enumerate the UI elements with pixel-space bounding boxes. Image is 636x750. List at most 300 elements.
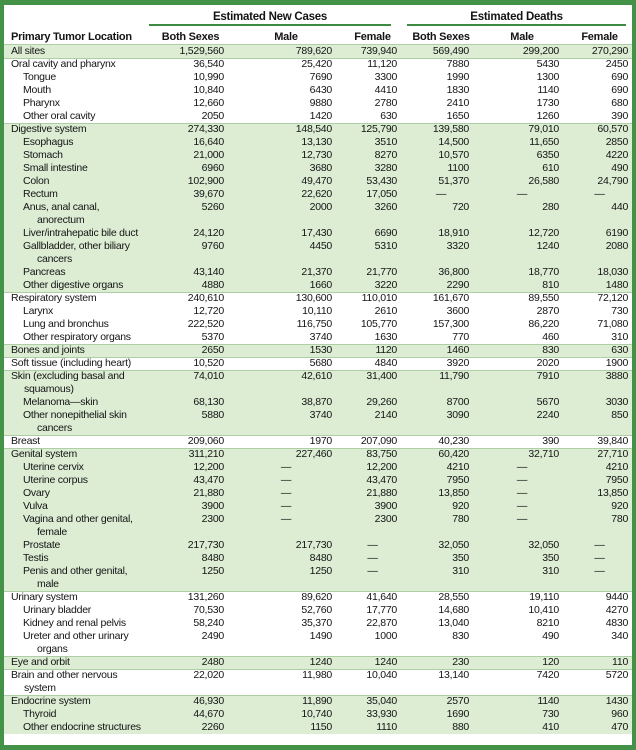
cell-value: 21,000 [149, 149, 232, 162]
table-row [4, 292, 632, 305]
row-label: Rectum [4, 188, 149, 201]
cell-value: 1690 [405, 708, 477, 721]
cell-value: 310 [405, 565, 477, 591]
row-label: Gallbladder, other biliary cancers [4, 240, 149, 266]
cell-value: 470 [567, 721, 632, 734]
cell-value: 4830 [605, 617, 629, 629]
table-row [4, 448, 632, 461]
cell-value: — [567, 188, 632, 201]
row-label: Uterine corpus [4, 474, 149, 487]
cell-value: 12,720 [477, 227, 567, 240]
cell-value: 11,120 [340, 58, 405, 71]
cell-value: 920 [405, 500, 477, 513]
cell-value: 8480 [232, 552, 340, 565]
group-header-new-cases [149, 5, 405, 26]
cell-value: 2080 [567, 240, 632, 266]
row-label-continuation: cancers [37, 422, 73, 434]
group-header-label: Estimated Deaths [470, 11, 563, 23]
cell-value: 3900 [340, 500, 405, 513]
group-header-row [4, 5, 632, 26]
cell-value: 7910 [477, 370, 567, 396]
cell-value: 1100 [405, 162, 477, 175]
cell-value: — [477, 461, 567, 474]
cell-value: 21,880 [340, 487, 405, 500]
cell-value: 2260 [149, 721, 232, 734]
row-label: Urinary bladder [23, 604, 92, 616]
cell-value: 1120 [340, 344, 405, 357]
cell-value: 960 [567, 708, 632, 721]
cell-value: 350 [477, 552, 567, 565]
cell-value: 5720 [567, 669, 632, 695]
cell-value: 830 [477, 344, 567, 357]
row-label: Oral cavity and pharynx [4, 58, 149, 71]
cell-value: 2780 [374, 97, 398, 109]
cell-value: 280 [477, 201, 567, 227]
cell-value: 16,640 [149, 136, 232, 149]
cell-value: 4210 [405, 461, 477, 474]
cell-value: 26,580 [477, 175, 567, 188]
cell-value: 17,430 [232, 227, 340, 240]
column-header-deaths-male: Male [477, 26, 567, 45]
cell-value: 3510 [340, 136, 405, 149]
row-label: Other digestive organs [4, 279, 149, 292]
cell-value: 13,140 [405, 669, 477, 695]
cell-value: 3740 [309, 331, 332, 343]
column-header-newcases-female: Female [340, 26, 405, 45]
table-row [4, 708, 632, 721]
cell-value: 10,840 [193, 84, 224, 96]
row-label: Urinary system [4, 591, 149, 604]
cell-value: 27,710 [567, 448, 632, 461]
table-row [4, 240, 632, 266]
row-label: Respiratory system [4, 292, 149, 305]
row-label: Kidney and renal pelvis [23, 617, 126, 629]
cell-value: 9440 [567, 591, 632, 604]
row-label: Pharynx [23, 97, 60, 109]
cell-value: 1140 [477, 695, 567, 708]
row-label: Vagina and other genital, female [4, 513, 149, 539]
cell-value: 274,330 [149, 123, 232, 136]
cell-value: 40,230 [405, 435, 477, 448]
cell-value: 71,080 [597, 318, 629, 330]
cell-value: 680 [611, 97, 629, 109]
cell-value: 730 [611, 305, 629, 317]
cell-value: 7420 [477, 669, 567, 695]
cell-value: 58,240 [193, 617, 224, 629]
table-row [4, 591, 632, 604]
cell-value: 51,370 [405, 175, 477, 188]
cell-value: 780 [567, 513, 632, 539]
table-row [4, 695, 632, 708]
cell-value: 880 [405, 721, 477, 734]
table-row [4, 474, 632, 487]
cell-value: 7950 [405, 474, 477, 487]
cell-value: — [405, 188, 477, 201]
cell-value: 3300 [374, 71, 398, 83]
cell-value: 5370 [201, 331, 224, 343]
cell-value: 83,750 [340, 448, 405, 461]
cell-value: 5880 [149, 409, 232, 435]
cell-value: 17,770 [366, 604, 398, 616]
cell-value: 21,770 [340, 266, 405, 279]
row-label: Penis and other genital, male [4, 565, 149, 591]
cell-value: 299,200 [477, 45, 567, 58]
cell-value: 12,200 [340, 461, 405, 474]
cell-value: 10,740 [232, 708, 340, 721]
cell-value: 1490 [309, 630, 332, 642]
cell-value: 3280 [340, 162, 405, 175]
cell-value: 11,790 [405, 370, 477, 396]
cell-value: — [477, 474, 567, 487]
cell-value: 460 [542, 331, 560, 343]
table-row [4, 136, 632, 149]
row-label: Endocrine system [4, 695, 149, 708]
cell-value: — [567, 552, 632, 565]
cell-value: 32,050 [405, 539, 477, 552]
cell-value: — [567, 565, 632, 591]
group-header-label: Estimated New Cases [212, 11, 328, 23]
cell-value: 1430 [567, 695, 632, 708]
cell-value: 43,140 [149, 266, 232, 279]
row-label: Pancreas [4, 266, 149, 279]
cell-value: 1530 [232, 344, 340, 357]
cell-value: 22,870 [366, 617, 398, 629]
table-row [4, 162, 632, 175]
cell-value: 610 [477, 162, 567, 175]
cell-value: 311,210 [149, 448, 232, 461]
cell-value: 310 [477, 565, 567, 591]
cell-value: 17,050 [340, 188, 405, 201]
cell-value: 770 [452, 331, 470, 343]
cell-value: 3220 [340, 279, 405, 292]
cell-value: 4880 [149, 279, 232, 292]
table-row [4, 500, 632, 513]
cell-value: 7950 [567, 474, 632, 487]
cell-value: 390 [477, 435, 567, 448]
table-row [4, 305, 632, 318]
cell-value: 1240 [232, 656, 340, 669]
cell-value: 2650 [149, 344, 232, 357]
table-row [4, 123, 632, 136]
cell-value: 8480 [149, 552, 232, 565]
column-header-newcases-bothsexes: Both Sexes [149, 26, 232, 45]
cell-value: 14,680 [438, 604, 470, 616]
row-label: Ovary [4, 487, 149, 500]
cell-value: 32,710 [477, 448, 567, 461]
cell-value: 8700 [405, 396, 477, 409]
cell-value: — [477, 513, 567, 539]
cell-value: 390 [611, 110, 629, 122]
row-label: Larynx [23, 305, 54, 317]
cell-value: 4210 [567, 461, 632, 474]
cell-value: 4220 [567, 149, 632, 162]
cell-value: 24,790 [567, 175, 632, 188]
cell-value: 68,130 [149, 396, 232, 409]
cell-value: 350 [405, 552, 477, 565]
cell-value: 25,420 [232, 58, 340, 71]
cell-value: 1300 [536, 71, 560, 83]
cell-value: 1480 [567, 279, 632, 292]
cell-value: — [340, 552, 405, 565]
table-row [4, 721, 632, 734]
cell-value: 1140 [537, 84, 560, 96]
row-label-continuation: squamous) [24, 383, 74, 395]
cell-value: 12,720 [193, 305, 224, 317]
cell-value: 131,260 [149, 591, 232, 604]
corner-spacer [4, 5, 149, 26]
row-label: Skin (excluding basal and squamous) [4, 370, 149, 396]
row-label-continuation: male [37, 578, 59, 590]
cell-value: 10,990 [193, 71, 224, 83]
table-row [4, 513, 632, 539]
cell-value: 2050 [201, 110, 224, 122]
cell-value: 116,750 [296, 318, 332, 330]
cell-value: 11,890 [232, 695, 340, 708]
cell-value: 4840 [340, 357, 405, 370]
cell-value: — [340, 565, 405, 591]
row-label: Other endocrine structures [4, 721, 149, 734]
cell-value: — [232, 513, 340, 539]
cell-value: 2140 [340, 409, 405, 435]
cell-value: 1420 [309, 110, 332, 122]
cell-value: 12,660 [193, 97, 224, 109]
cell-value: 21,880 [149, 487, 232, 500]
group-header-deaths [405, 5, 632, 26]
cell-value: 29,260 [340, 396, 405, 409]
table-row [4, 71, 632, 84]
cell-value: 10,570 [405, 149, 477, 162]
row-label: Thyroid [4, 708, 149, 721]
cell-value: 2850 [567, 136, 632, 149]
cell-value: 52,760 [301, 604, 332, 616]
cell-value: 1150 [232, 721, 340, 734]
cell-value: 148,540 [232, 123, 340, 136]
cell-value: 120 [477, 656, 567, 669]
cell-value: 110,010 [340, 292, 405, 305]
cell-value: 22,020 [149, 669, 232, 695]
cell-value: 79,010 [477, 123, 567, 136]
cell-value: 5260 [149, 201, 232, 227]
row-label: Small intestine [4, 162, 149, 175]
cell-value: — [477, 188, 567, 201]
cell-value: 569,490 [405, 45, 477, 58]
row-label: Liver/intrahepatic bile duct [4, 227, 149, 240]
cell-value: 6350 [477, 149, 567, 162]
cell-value: 13,850 [405, 487, 477, 500]
cell-value: 227,460 [232, 448, 340, 461]
cell-value: 9880 [309, 97, 332, 109]
cell-value: 5310 [340, 240, 405, 266]
cell-value: 13,130 [232, 136, 340, 149]
cell-value: 41,640 [340, 591, 405, 604]
cell-value: 35,040 [340, 695, 405, 708]
cell-value: 2300 [149, 513, 232, 539]
table-row [4, 110, 632, 123]
cell-value: 1970 [232, 435, 340, 448]
row-label: Other respiratory organs [23, 331, 131, 343]
cell-value: 209,060 [149, 435, 232, 448]
column-header-row [4, 26, 632, 45]
cell-value: 43,470 [149, 474, 232, 487]
cell-value: 630 [380, 110, 398, 122]
table-row [4, 227, 632, 240]
cell-value: 36,800 [405, 266, 477, 279]
table-row [4, 97, 632, 110]
cell-value: 810 [477, 279, 567, 292]
cell-value: 490 [567, 162, 632, 175]
table-row [4, 370, 632, 396]
cell-value: 6430 [309, 84, 332, 96]
cell-value: — [232, 500, 340, 513]
cell-value: 18,910 [405, 227, 477, 240]
cell-value: 1990 [446, 71, 470, 83]
cell-value: 6190 [567, 227, 632, 240]
cell-value: 3920 [405, 357, 477, 370]
row-label: Breast [4, 435, 149, 448]
cell-value: 1630 [374, 331, 398, 343]
cell-value: 39,840 [567, 435, 632, 448]
cell-value: 1,529,560 [149, 45, 232, 58]
cell-value: 780 [405, 513, 477, 539]
cell-value: 3030 [567, 396, 632, 409]
cell-value: 3880 [567, 370, 632, 396]
row-label: Prostate [4, 539, 149, 552]
cell-value: 1250 [232, 565, 340, 591]
cell-value: 5680 [232, 357, 340, 370]
cell-value: 2490 [201, 630, 224, 642]
table-row [4, 565, 632, 591]
row-label: Digestive system [4, 123, 149, 136]
row-label: All sites [4, 45, 149, 58]
row-label: Lung and bronchus [23, 318, 109, 330]
column-header-deaths-female: Female [567, 26, 632, 45]
row-label: Eye and orbit [4, 656, 149, 669]
cell-value: 2240 [477, 409, 567, 435]
cell-value: 630 [567, 344, 632, 357]
cell-value: 11,650 [477, 136, 567, 149]
cell-value: 8270 [340, 149, 405, 162]
cell-value: 230 [405, 656, 477, 669]
cell-value: 4450 [232, 240, 340, 266]
cell-value: 6690 [340, 227, 405, 240]
cell-value: 38,870 [232, 396, 340, 409]
table-row [4, 552, 632, 565]
row-label: Melanoma—skin [4, 396, 149, 409]
row-label: Esophagus [4, 136, 149, 149]
cell-value: 1900 [567, 357, 632, 370]
table-row [4, 175, 632, 188]
cell-value: — [232, 474, 340, 487]
cell-value: 720 [405, 201, 477, 227]
cell-value: 49,470 [232, 175, 340, 188]
table-row [4, 45, 632, 58]
cell-value: 4270 [605, 604, 629, 616]
cell-value: 18,770 [477, 266, 567, 279]
cell-value: 850 [567, 409, 632, 435]
cell-value: 86,220 [528, 318, 560, 330]
cell-value: 2480 [149, 656, 232, 669]
table-row [4, 279, 632, 292]
table-row [4, 396, 632, 409]
column-header-newcases-male: Male [232, 26, 340, 45]
row-label: Genital system [4, 448, 149, 461]
cell-value: 340 [611, 630, 629, 642]
cell-value: 2300 [340, 513, 405, 539]
cell-value: 157,300 [432, 318, 470, 330]
cell-value: 7690 [309, 71, 332, 83]
cell-value: 9760 [149, 240, 232, 266]
cell-value: 1260 [536, 110, 560, 122]
cell-value: 920 [567, 500, 632, 513]
row-label: Tongue [23, 71, 56, 83]
column-header-deaths-bothsexes: Both Sexes [405, 26, 477, 45]
cell-value: 10,520 [149, 357, 232, 370]
row-label: Ureter and other urinary organs [4, 630, 149, 656]
row-label: Uterine cervix [4, 461, 149, 474]
cell-value: 12,730 [232, 149, 340, 162]
table-row [4, 318, 632, 331]
cell-value: 3320 [405, 240, 477, 266]
cell-value: 207,090 [340, 435, 405, 448]
cell-value: 490 [542, 630, 560, 642]
cell-value: 2290 [405, 279, 477, 292]
cell-value: 830 [452, 630, 470, 642]
cell-value: 1660 [232, 279, 340, 292]
row-label-continuation: anorectum [37, 214, 85, 226]
cell-value: 222,520 [187, 318, 224, 330]
table-row [4, 617, 632, 630]
cell-value: 110 [567, 656, 632, 669]
cell-value: 5430 [477, 58, 567, 71]
cell-value: 3740 [232, 409, 340, 435]
cell-value: 310 [611, 331, 629, 343]
cancer-statistics-table [4, 5, 632, 734]
cell-value: 3600 [446, 305, 470, 317]
cell-value: 789,620 [232, 45, 340, 58]
cell-value: 2610 [374, 305, 398, 317]
cell-value: — [477, 487, 567, 500]
cell-value: 13,040 [438, 617, 470, 629]
cell-value: 70,530 [193, 604, 224, 616]
cell-value: 440 [567, 201, 632, 227]
table-row [4, 487, 632, 500]
table-row [4, 149, 632, 162]
cell-value: 161,670 [405, 292, 477, 305]
row-label: Other nonepithelial skin cancers [4, 409, 149, 435]
cell-value: 10,110 [302, 305, 332, 317]
cell-value: — [232, 461, 340, 474]
cell-value: 10,040 [340, 669, 405, 695]
cell-value: 28,550 [405, 591, 477, 604]
cell-value: 102,900 [149, 175, 232, 188]
row-label: Soft tissue (including heart) [4, 357, 149, 370]
row-label: Anus, anal canal, anorectum [4, 201, 149, 227]
table-row [4, 266, 632, 279]
cell-value: 1240 [340, 656, 405, 669]
cell-value: — [567, 539, 632, 552]
cell-value: 33,930 [340, 708, 405, 721]
cell-value: 11,980 [232, 669, 340, 695]
cell-value: 217,730 [149, 539, 232, 552]
column-header-location: Primary Tumor Location [4, 26, 149, 45]
cell-value: 13,850 [567, 487, 632, 500]
cell-value: 139,580 [405, 123, 477, 136]
cell-value: 1460 [405, 344, 477, 357]
cell-value: — [340, 539, 405, 552]
cell-value: 24,120 [149, 227, 232, 240]
cell-value: 3090 [405, 409, 477, 435]
cell-value: 2450 [567, 58, 632, 71]
